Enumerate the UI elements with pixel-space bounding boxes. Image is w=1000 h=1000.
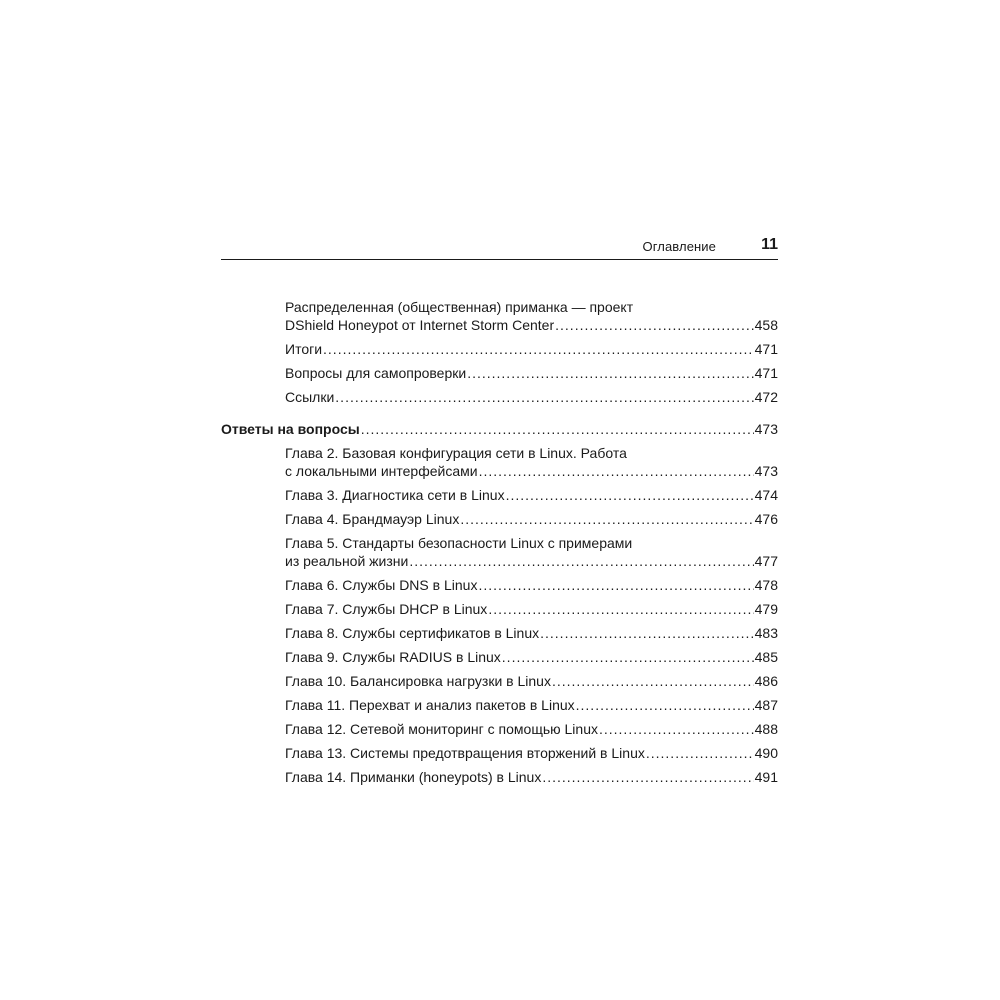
- toc-entry-row: [285, 552, 778, 570]
- toc-entry[interactable]: [285, 576, 778, 594]
- toc-entry[interactable]: [285, 624, 778, 642]
- toc-entry-title: Глава 14. Приманки (honeypots) в Linux: [285, 769, 542, 785]
- toc-entry-row: [285, 720, 778, 738]
- toc-entry-row: [285, 462, 778, 480]
- toc-entry-row: [285, 340, 778, 358]
- toc-entry-row: [285, 576, 778, 594]
- toc-entry-row: [285, 486, 778, 504]
- dot-leader: [323, 340, 754, 358]
- dot-leader: [460, 510, 753, 528]
- toc-entry-title: с локальными интерфейсами: [285, 463, 478, 479]
- dot-leader: [552, 672, 754, 690]
- toc-section-entry[interactable]: [221, 420, 778, 438]
- toc-entry-row: [285, 648, 778, 666]
- toc-entry-page-number: 471: [754, 365, 778, 381]
- toc-entry-row: [285, 510, 778, 528]
- toc-entry[interactable]: [285, 648, 778, 666]
- toc-entry-page-number: 471: [754, 341, 778, 357]
- table-of-contents: [221, 292, 778, 786]
- toc-entry-title: Итоги: [285, 341, 323, 357]
- toc-entry-row: [285, 624, 778, 642]
- dot-leader: [361, 420, 754, 438]
- dot-leader: [478, 576, 753, 594]
- toc-entry[interactable]: [285, 534, 778, 570]
- toc-entry[interactable]: [285, 510, 778, 528]
- dot-leader: [502, 648, 754, 666]
- toc-entry-title: Глава 4. Брандмауэр Linux: [285, 511, 460, 527]
- dot-leader: [488, 600, 753, 618]
- dot-leader: [542, 768, 753, 786]
- running-header: [221, 230, 778, 260]
- toc-entry[interactable]: [285, 388, 778, 406]
- toc-entry[interactable]: [285, 744, 778, 762]
- toc-entry-row: [285, 600, 778, 618]
- header-page-number: 11: [761, 236, 778, 253]
- toc-entry[interactable]: [285, 768, 778, 786]
- toc-entry-title: Ссылки: [285, 389, 335, 405]
- toc-entry-title: Глава 3. Диагностика сети в Linux: [285, 487, 505, 503]
- dot-leader: [555, 316, 754, 334]
- toc-entry-page-number: 474: [754, 487, 778, 503]
- toc-entry-row: [285, 316, 778, 334]
- toc-entry-title-line1: Распределенная (общественная) приманка — проект: [285, 299, 634, 315]
- toc-entry-title: из реальной жизни: [285, 553, 409, 569]
- toc-entry-page-number: 478: [754, 577, 778, 593]
- toc-entry-title: Глава 11. Перехват и анализ пакетов в Linux: [285, 697, 575, 713]
- toc-entry-row: [285, 768, 778, 786]
- toc-entry[interactable]: [285, 720, 778, 738]
- toc-entry-page-number: 472: [754, 389, 778, 405]
- dot-leader: [506, 486, 754, 504]
- toc-entry-title: Ответы на вопросы: [221, 421, 360, 437]
- toc-entry-page-number: 487: [754, 697, 778, 713]
- toc-entry-row: [285, 388, 778, 406]
- toc-entry[interactable]: [285, 600, 778, 618]
- toc-entry-page-number: 488: [754, 721, 778, 737]
- toc-entry[interactable]: [285, 696, 778, 714]
- toc-entry-page-number: 476: [754, 511, 778, 527]
- toc-entry-page-number: 491: [754, 769, 778, 785]
- toc-entry-title-line1: Глава 5. Стандарты безопасности Linux с примерами: [285, 535, 633, 551]
- toc-entry-row: [285, 744, 778, 762]
- toc-entry-row: [221, 420, 778, 438]
- toc-entry-page-number: 486: [754, 673, 778, 689]
- dot-leader: [599, 720, 754, 738]
- toc-entry-title: Глава 6. Службы DNS в Linux: [285, 577, 478, 593]
- toc-entry-title-line1: Глава 2. Базовая конфигурация сети в Linux. Работа: [285, 445, 627, 461]
- dot-leader: [479, 462, 754, 480]
- dot-leader: [646, 744, 754, 762]
- toc-entry-page-number: 490: [754, 745, 778, 761]
- dot-leader: [335, 388, 753, 406]
- toc-entry-title: Глава 8. Службы сертификатов в Linux: [285, 625, 540, 641]
- toc-entry-row: [285, 672, 778, 690]
- dot-leader: [540, 624, 754, 642]
- dot-leader: [409, 552, 753, 570]
- toc-entry[interactable]: [285, 444, 778, 480]
- toc-entry-page-number: 483: [754, 625, 778, 641]
- dot-leader: [467, 364, 753, 382]
- toc-entry-title: Глава 10. Балансировка нагрузки в Linux: [285, 673, 551, 689]
- toc-entry-page-number: 458: [754, 317, 778, 333]
- toc-entry-title: Глава 7. Службы DHCP в Linux: [285, 601, 488, 617]
- toc-entry[interactable]: [285, 340, 778, 358]
- toc-entry[interactable]: [285, 486, 778, 504]
- toc-entry-title: DShield Honeypot от Internet Storm Center: [285, 317, 555, 333]
- toc-entry-page-number: 473: [754, 421, 778, 437]
- toc-entry-page-number: 479: [754, 601, 778, 617]
- toc-entry-title: Глава 9. Службы RADIUS в Linux: [285, 649, 501, 665]
- toc-entry-title: Глава 12. Сетевой мониторинг с помощью Linux: [285, 721, 598, 737]
- toc-entry-row: [285, 364, 778, 382]
- toc-entry-page-number: 485: [754, 649, 778, 665]
- toc-entry-title: Глава 13. Системы предотвращения вторжений в Linux: [285, 745, 645, 761]
- toc-entry[interactable]: [285, 364, 778, 382]
- header-title: Оглавление: [642, 239, 716, 254]
- toc-entry[interactable]: [285, 672, 778, 690]
- toc-entry-row: [285, 696, 778, 714]
- dot-leader: [576, 696, 754, 714]
- toc-entry-page-number: 477: [754, 553, 778, 569]
- toc-entry[interactable]: [285, 298, 778, 334]
- toc-entry-page-number: 473: [754, 463, 778, 479]
- toc-entry-title: Вопросы для самопроверки: [285, 365, 467, 381]
